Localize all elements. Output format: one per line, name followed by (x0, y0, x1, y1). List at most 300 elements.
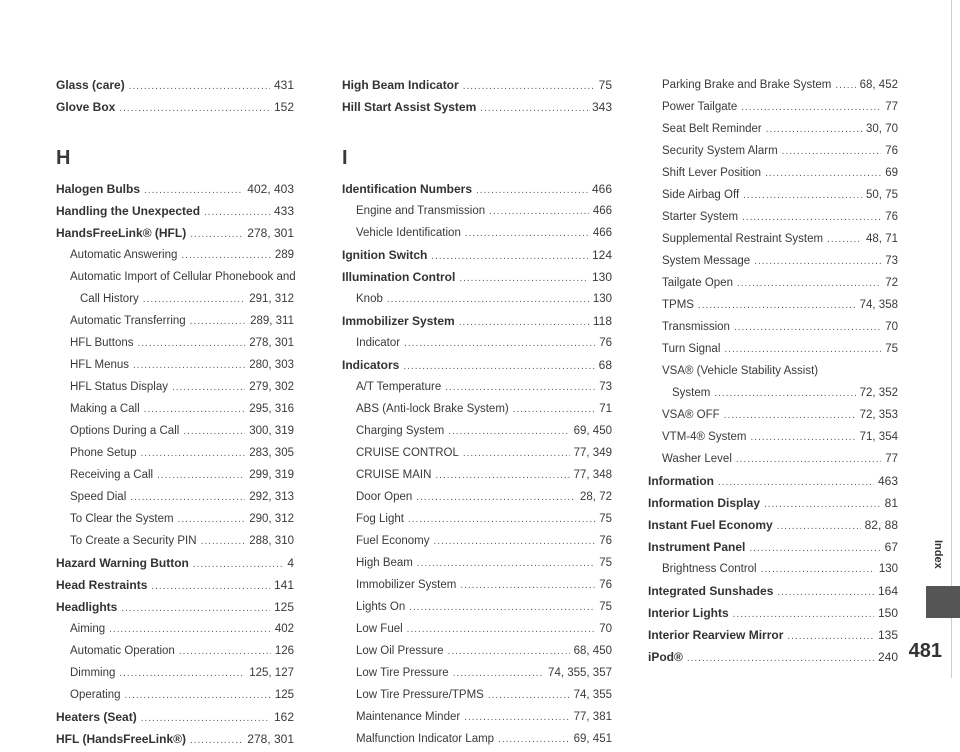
entry-page-ref[interactable]: 466 (592, 205, 612, 217)
index-subentry[interactable] (56, 662, 294, 684)
entry-page-ref[interactable]: 402 (274, 623, 294, 635)
entry-label: VTM-4® System (662, 431, 747, 443)
index-subentry[interactable] (56, 530, 294, 552)
entry-label: High Beam (356, 557, 413, 569)
index-entry[interactable] (648, 536, 898, 558)
entry-label: Halogen Bulbs (56, 182, 141, 196)
entry-page-ref[interactable]: 291, 312 (249, 293, 294, 305)
entry-label: A/T Temperature (356, 381, 442, 393)
entry-page-ref[interactable]: 141 (273, 578, 294, 592)
entry-page-ref[interactable]: 290, 312 (249, 513, 294, 525)
entry-page-ref[interactable]: 130 (878, 563, 898, 575)
entry-page-ref[interactable]: 71, 354 (859, 431, 898, 443)
dot-leader (445, 377, 595, 399)
entry-label: Seat Belt Reminder (662, 123, 762, 135)
entry-label: Hazard Warning Button (56, 556, 189, 570)
dot-leader (157, 465, 245, 487)
entry-page-ref[interactable]: 69, 451 (573, 733, 612, 745)
page-number: 481 (908, 640, 942, 662)
entry-page-ref[interactable]: 77, 381 (573, 711, 612, 723)
index-subentry[interactable] (56, 398, 294, 420)
index-subentry[interactable] (342, 552, 612, 574)
index-subentry[interactable] (342, 222, 612, 244)
dot-leader (403, 356, 594, 378)
index-subentry[interactable] (648, 272, 898, 294)
entry-label: ABS (Anti-lock Brake System) (356, 403, 509, 415)
entry-label: Automatic Answering (70, 249, 178, 261)
dot-leader (718, 472, 874, 494)
entry-label: Engine and Transmission (356, 205, 486, 217)
entry-page-ref[interactable]: 299, 319 (249, 469, 294, 481)
entry-page-ref[interactable]: 74, 358 (859, 299, 898, 311)
index-entry[interactable] (648, 470, 898, 492)
entry-label: HFL Status Display (70, 381, 168, 393)
entry-label: Door Open (356, 491, 413, 503)
index-subentry[interactable] (56, 266, 294, 288)
index-entry[interactable] (648, 646, 898, 668)
dot-leader (724, 405, 856, 427)
entry-page-ref[interactable]: 75 (885, 343, 898, 355)
index-subentry[interactable] (56, 486, 294, 508)
index-subentry[interactable] (56, 244, 294, 266)
entry-page-ref[interactable]: 343 (591, 100, 612, 114)
entry-label: Fog Light (356, 513, 404, 525)
dot-leader (435, 465, 569, 487)
entry-page-ref[interactable]: 150 (877, 606, 898, 620)
entry-page-ref[interactable]: 152 (273, 100, 294, 114)
index-entry[interactable] (648, 514, 898, 536)
dot-leader (109, 619, 271, 641)
dot-leader (416, 487, 576, 509)
entry-page-ref[interactable]: 76 (885, 145, 898, 157)
entry-page-ref[interactable]: 72 (885, 277, 898, 289)
index-subentry[interactable] (648, 206, 898, 228)
entry-label: Glass (care) (56, 78, 125, 92)
index-subentry[interactable] (342, 640, 612, 662)
entry-label: Tailgate Open (662, 277, 733, 289)
dot-leader (119, 663, 245, 685)
entry-page-ref[interactable]: 125 (274, 689, 294, 701)
entry-page-ref[interactable]: 292, 313 (249, 491, 294, 503)
entry-page-ref[interactable]: 118 (592, 314, 612, 328)
index-subentry[interactable] (56, 310, 294, 332)
dot-leader (742, 207, 881, 229)
entry-label: Indicators (342, 358, 400, 372)
dot-leader (141, 443, 246, 465)
entry-label: Low Oil Pressure (356, 645, 444, 657)
entry-page-ref[interactable]: 75 (599, 601, 612, 613)
entry-page-ref[interactable]: 77, 349 (573, 447, 612, 459)
index-subentry[interactable] (56, 288, 294, 310)
index-subentry[interactable] (56, 684, 294, 706)
index-subentry[interactable] (56, 442, 294, 464)
dot-leader (513, 399, 595, 421)
entry-label: Starter System (662, 211, 739, 223)
entry-label: Supplemental Restraint System (662, 233, 824, 245)
entry-label: Receiving a Call (70, 469, 154, 481)
entry-label: Illumination Control (342, 270, 456, 284)
entry-page-ref[interactable]: 135 (877, 628, 898, 642)
entry-page-ref[interactable]: 50, 75 (866, 189, 898, 201)
section-letter: I (342, 147, 348, 169)
dot-leader (749, 538, 880, 560)
entry-page-ref[interactable]: 77 (885, 453, 898, 465)
entry-label: To Create a Security PIN (70, 535, 197, 547)
dot-leader (190, 730, 243, 752)
dot-leader (480, 98, 588, 120)
entry-page-ref[interactable]: 283, 305 (249, 447, 294, 459)
entry-page-ref[interactable]: 69, 450 (573, 425, 612, 437)
entry-page-ref[interactable]: 431 (273, 78, 294, 92)
dot-leader (431, 246, 588, 268)
dot-leader (448, 421, 569, 443)
index-entry[interactable] (56, 552, 294, 574)
dot-leader (687, 648, 874, 670)
entry-label: Immobilizer System (356, 579, 457, 591)
entry-page-ref[interactable]: 466 (591, 182, 612, 196)
entry-label: Handling the Unexpected (56, 204, 201, 218)
entry-page-ref[interactable]: 67 (884, 540, 898, 554)
entry-label: Automatic Import of Cellular Phonebook and (70, 271, 296, 283)
index-subentry[interactable] (342, 706, 612, 728)
index-subentry[interactable] (56, 332, 294, 354)
entry-page-ref[interactable]: 68, 450 (573, 645, 612, 657)
dot-leader (172, 377, 245, 399)
index-entry[interactable] (342, 74, 612, 96)
entry-page-ref[interactable]: 76 (599, 535, 612, 547)
entry-page-ref[interactable]: 162 (273, 710, 294, 724)
dot-leader (464, 707, 569, 729)
side-tab (922, 0, 960, 678)
index-subentry[interactable] (342, 420, 612, 442)
dot-leader (761, 559, 875, 581)
dot-leader (179, 641, 271, 663)
entry-page-ref[interactable]: 130 (592, 293, 612, 305)
entry-label: Fuel Economy (356, 535, 430, 547)
dot-leader (201, 531, 246, 553)
entry-page-ref[interactable]: 126 (274, 645, 294, 657)
entry-page-ref[interactable]: 69 (885, 167, 898, 179)
index-entry[interactable] (648, 492, 898, 514)
index-entry[interactable] (56, 96, 294, 118)
entry-label: Parking Brake and Brake System (662, 79, 832, 91)
entry-page-ref[interactable]: 288, 310 (249, 535, 294, 547)
index-subentry[interactable] (648, 426, 898, 448)
dot-leader (463, 76, 595, 98)
entry-page-ref[interactable]: 75 (598, 78, 612, 92)
index-subentry[interactable] (342, 684, 612, 706)
entry-page-ref[interactable]: 70 (599, 623, 612, 635)
entry-label: Identification Numbers (342, 182, 473, 196)
dot-leader (138, 333, 246, 355)
index-subentry[interactable] (648, 404, 898, 426)
index-entry[interactable] (342, 244, 612, 266)
entry-page-ref[interactable]: 124 (591, 248, 612, 262)
entry-page-ref[interactable]: 125 (273, 600, 294, 614)
entry-label: Shift Lever Position (662, 167, 762, 179)
index-entry[interactable] (56, 728, 294, 750)
index-subentry[interactable] (342, 508, 612, 530)
dot-leader (408, 509, 595, 531)
dot-leader (737, 273, 881, 295)
entry-label: Instant Fuel Economy (648, 518, 773, 532)
entry-page-ref[interactable]: 81 (884, 496, 898, 510)
dot-leader (777, 582, 874, 604)
entry-label: Security System Alarm (662, 145, 778, 157)
entry-label: System (672, 387, 711, 399)
index-entry[interactable] (56, 222, 294, 244)
dot-leader (409, 597, 595, 619)
index-subentry[interactable] (342, 618, 612, 640)
dot-leader (129, 76, 270, 98)
entry-page-ref[interactable]: 295, 316 (249, 403, 294, 415)
dot-leader (193, 554, 283, 576)
entry-page-ref[interactable]: 130 (591, 270, 612, 284)
entry-page-ref[interactable]: 28, 72 (580, 491, 612, 503)
entry-label: VSA® (Vehicle Stability Assist) (662, 365, 819, 377)
index-entry[interactable] (56, 596, 294, 618)
entry-label: Phone Setup (70, 447, 137, 459)
entry-page-ref[interactable]: 68 (598, 358, 612, 372)
index-column-3 (648, 74, 898, 668)
entry-page-ref[interactable]: 278, 301 (249, 337, 294, 349)
index-entry[interactable] (56, 706, 294, 728)
entry-page-ref[interactable]: 280, 303 (249, 359, 294, 371)
dot-leader (178, 509, 246, 531)
index-subentry[interactable] (56, 618, 294, 640)
entry-page-ref[interactable]: 279, 302 (249, 381, 294, 393)
dot-leader (489, 201, 589, 223)
entry-page-ref[interactable]: 289, 311 (250, 315, 294, 327)
index-subentry[interactable] (648, 316, 898, 338)
entry-label: TPMS (662, 299, 694, 311)
index-subentry[interactable] (56, 508, 294, 530)
index-entry[interactable] (342, 310, 612, 332)
entry-page-ref[interactable]: 82, 88 (864, 518, 898, 532)
index-subentry[interactable] (342, 486, 612, 508)
side-tab-label[interactable]: Index (932, 540, 944, 569)
entry-label: Turn Signal (662, 343, 721, 355)
dot-leader (459, 312, 589, 334)
index-entry[interactable] (342, 354, 612, 376)
entry-label: CRUISE CONTROL (356, 447, 459, 459)
entry-label: HFL (HandsFreeLink®) (56, 732, 186, 746)
dot-leader (448, 641, 570, 663)
section-letter: H (56, 147, 71, 169)
entry-page-ref[interactable]: 289 (274, 249, 294, 261)
dot-leader (827, 229, 862, 251)
entry-page-ref[interactable]: 72, 352 (859, 387, 898, 399)
entry-page-ref[interactable]: 72, 353 (859, 409, 898, 421)
index-subentry[interactable] (648, 382, 898, 404)
index-entry[interactable] (648, 624, 898, 646)
dot-leader (476, 180, 588, 202)
index-subentry[interactable] (342, 376, 612, 398)
dot-leader (387, 289, 589, 311)
entry-page-ref[interactable]: 466 (592, 227, 612, 239)
dot-leader (741, 97, 881, 119)
index-subentry[interactable] (56, 376, 294, 398)
index-subentry[interactable] (648, 74, 898, 96)
index-column-1 (56, 74, 294, 750)
dot-leader (144, 180, 243, 202)
index-subentry[interactable] (342, 398, 612, 420)
entry-label: Heaters (Seat) (56, 710, 137, 724)
index-subentry[interactable] (56, 354, 294, 376)
entry-label: Low Tire Pressure (356, 667, 449, 679)
dot-leader (734, 317, 881, 339)
index-subentry[interactable] (342, 574, 612, 596)
index-subentry[interactable] (342, 332, 612, 354)
dot-leader (460, 575, 595, 597)
entry-page-ref[interactable]: 300, 319 (249, 425, 294, 437)
dot-leader (190, 224, 243, 246)
entry-page-ref[interactable]: 164 (877, 584, 898, 598)
entry-page-ref[interactable]: 73 (885, 255, 898, 267)
entry-label: CRUISE MAIN (356, 469, 432, 481)
entry-label: Vehicle Identification (356, 227, 461, 239)
entry-label: VSA® OFF (662, 409, 720, 421)
entry-label: Automatic Transferring (70, 315, 186, 327)
entry-label: Operating (70, 689, 121, 701)
dot-leader (777, 516, 861, 538)
entry-page-ref[interactable]: 4 (287, 556, 294, 570)
index-subentry[interactable] (648, 96, 898, 118)
index-subentry[interactable] (342, 288, 612, 310)
entry-label: Head Restraints (56, 578, 148, 592)
index-entry[interactable] (648, 602, 898, 624)
dot-leader (698, 295, 856, 317)
index-subentry[interactable] (648, 558, 898, 580)
entry-label: Indicator (356, 337, 401, 349)
index-subentry[interactable] (648, 118, 898, 140)
dot-leader (434, 531, 596, 553)
entry-page-ref[interactable]: 77 (885, 101, 898, 113)
index-entry[interactable] (342, 266, 612, 288)
dot-leader (754, 251, 881, 273)
index-entry[interactable] (56, 74, 294, 96)
dot-leader (724, 339, 881, 361)
dot-leader (463, 443, 570, 465)
entry-page-ref[interactable]: 73 (599, 381, 612, 393)
dot-leader (787, 626, 874, 648)
entry-label: System Message (662, 255, 751, 267)
entry-label: Glove Box (56, 100, 116, 114)
entry-page-ref[interactable]: 75 (599, 557, 612, 569)
entry-page-ref[interactable]: 278, 301 (247, 732, 294, 746)
entry-page-ref[interactable]: 30, 70 (866, 123, 898, 135)
entry-label: Maintenance Minder (356, 711, 461, 723)
index-subentry[interactable] (648, 228, 898, 250)
index-subentry[interactable] (342, 728, 612, 750)
index-column-2 (342, 74, 612, 750)
entry-page-ref[interactable]: 70 (885, 321, 898, 333)
entry-label: Low Fuel (356, 623, 403, 635)
index-entry[interactable] (56, 200, 294, 222)
dot-leader (766, 119, 862, 141)
index-entry[interactable] (648, 580, 898, 602)
dot-leader (743, 185, 862, 207)
entry-label: Low Tire Pressure/TPMS (356, 689, 484, 701)
index-subentry[interactable] (342, 442, 612, 464)
dot-leader (465, 223, 589, 245)
index-subentry[interactable] (648, 140, 898, 162)
index-entry[interactable] (342, 96, 612, 118)
index-subentry[interactable] (342, 662, 612, 684)
entry-page-ref[interactable]: 240 (877, 650, 898, 664)
index-entry[interactable] (342, 178, 612, 200)
index-subentry[interactable] (648, 294, 898, 316)
index-subentry[interactable] (648, 360, 898, 382)
index-subentry[interactable] (648, 338, 898, 360)
dot-leader (133, 355, 245, 377)
dot-leader (453, 663, 544, 685)
dot-leader (204, 202, 270, 224)
entry-page-ref[interactable]: 77, 348 (573, 469, 612, 481)
entry-page-ref[interactable]: 125, 127 (249, 667, 294, 679)
entry-label: Side Airbag Off (662, 189, 740, 201)
index-subentry[interactable] (56, 420, 294, 442)
dot-leader (488, 685, 570, 707)
entry-page-ref[interactable]: 68, 452 (859, 79, 898, 91)
entry-page-ref[interactable]: 278, 301 (247, 226, 294, 240)
entry-page-ref[interactable]: 433 (273, 204, 294, 218)
entry-page-ref[interactable]: 76 (599, 579, 612, 591)
dot-leader (714, 383, 855, 405)
entry-label: Aiming (70, 623, 106, 635)
index-subentry[interactable] (342, 596, 612, 618)
entry-page-ref[interactable]: 463 (877, 474, 898, 488)
dot-leader (782, 141, 882, 163)
index-subentry[interactable] (56, 640, 294, 662)
entry-page-ref[interactable]: 76 (885, 211, 898, 223)
entry-label: Integrated Sunshades (648, 584, 774, 598)
index-subentry[interactable] (56, 464, 294, 486)
entry-page-ref[interactable]: 75 (599, 513, 612, 525)
index-subentry[interactable] (648, 162, 898, 184)
entry-label: Information Display (648, 496, 761, 510)
entry-page-ref[interactable]: 74, 355, 357 (548, 667, 612, 679)
dot-leader (407, 619, 596, 641)
dot-leader (125, 685, 271, 707)
index-subentry[interactable] (648, 250, 898, 272)
index-subentry[interactable] (342, 530, 612, 552)
entry-page-ref[interactable]: 76 (599, 337, 612, 349)
index-entry[interactable] (56, 178, 294, 200)
entry-label: Call History (80, 293, 139, 305)
dot-leader (119, 98, 270, 120)
entry-label: Transmission (662, 321, 730, 333)
index-subentry[interactable] (342, 464, 612, 486)
index-subentry[interactable] (342, 200, 612, 222)
index-entry[interactable] (56, 574, 294, 596)
entry-label: Charging System (356, 425, 445, 437)
dot-leader (751, 427, 856, 449)
entry-label: Automatic Operation (70, 645, 175, 657)
entry-page-ref[interactable]: 48, 71 (866, 233, 898, 245)
entry-page-ref[interactable]: 74, 355 (573, 689, 612, 701)
entry-page-ref[interactable]: 402, 403 (247, 182, 294, 196)
entry-label: Making a Call (70, 403, 140, 415)
dot-leader (733, 604, 874, 626)
dot-leader (835, 75, 855, 97)
entry-page-ref[interactable]: 71 (599, 403, 612, 415)
index-subentry[interactable] (648, 184, 898, 206)
dot-leader (736, 449, 881, 471)
dot-leader (141, 708, 270, 730)
entry-label: HFL Buttons (70, 337, 134, 349)
index-subentry[interactable] (648, 448, 898, 470)
